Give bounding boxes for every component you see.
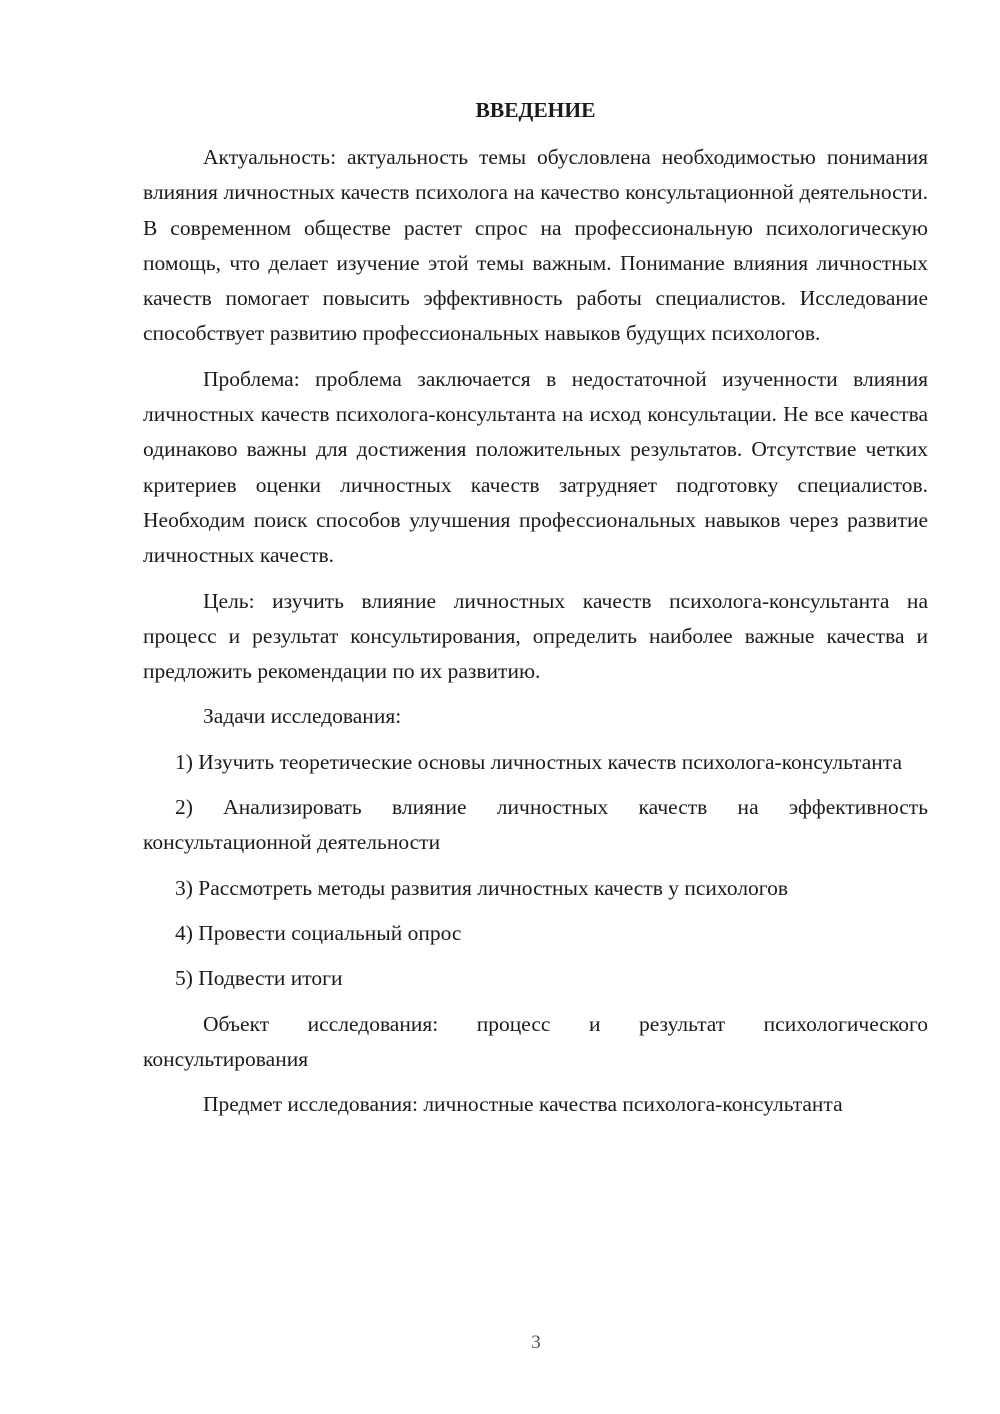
page-title: ВВЕДЕНИЕ <box>475 98 596 122</box>
paragraph-relevance: Актуальность: актуальность темы обусловлена необходимостью понимания влияния личностных качеств психолога на качество консультационной деятельности. В современном обществе растет спрос на профессиональную психологическую помощь, что делает изучение этой темы важным. Понимание влияния личностных качеств помогает повысить эффективность работы специалистов. Исследование способствует развитию профессиональных навыков будущих психологов. <box>143 145 928 346</box>
paragraph-subject: Предмет исследования: личностные качества психолога-консультанта <box>203 1092 843 1117</box>
page-number: 3 <box>531 1332 541 1353</box>
paragraph-problem: Проблема: проблема заключается в недостаточной изученности влияния личностных качеств психолога-консультанта на исход консультации. Не все качества одинаково важны для достижения положительных результатов. Отсутствие четких критериев оценки личностных качеств затрудняет подготовку специалистов. Необходим поиск способов улучшения профессиональных навыков через развитие личностных качеств. <box>143 366 928 568</box>
task-item-2: 2) Анализировать влияние личностных качеств на эффективность консультационной деятельности <box>143 795 928 855</box>
task-item-4: 4) Провести социальный опрос <box>175 920 462 945</box>
task-item-3: 3) Рассмотреть методы развития личностных качеств у психологов <box>175 875 788 900</box>
task-item-1: 1) Изучить теоретические основы личностных качеств психолога-консультанта <box>175 749 903 774</box>
task-item-5: 5) Подвести итоги <box>175 966 343 991</box>
paragraph-goal: Цель: изучить влияние личностных качеств психолога-консультанта на процесс и результат консультирования, определить наиболее важные качества и предложить рекомендации по их развитию. <box>143 588 928 684</box>
paragraph-object: Объект исследования: процесс и результат психологического консультирования <box>143 1011 928 1071</box>
page-content <box>143 93 928 1132</box>
tasks-heading: Задачи исследования: <box>203 704 402 729</box>
